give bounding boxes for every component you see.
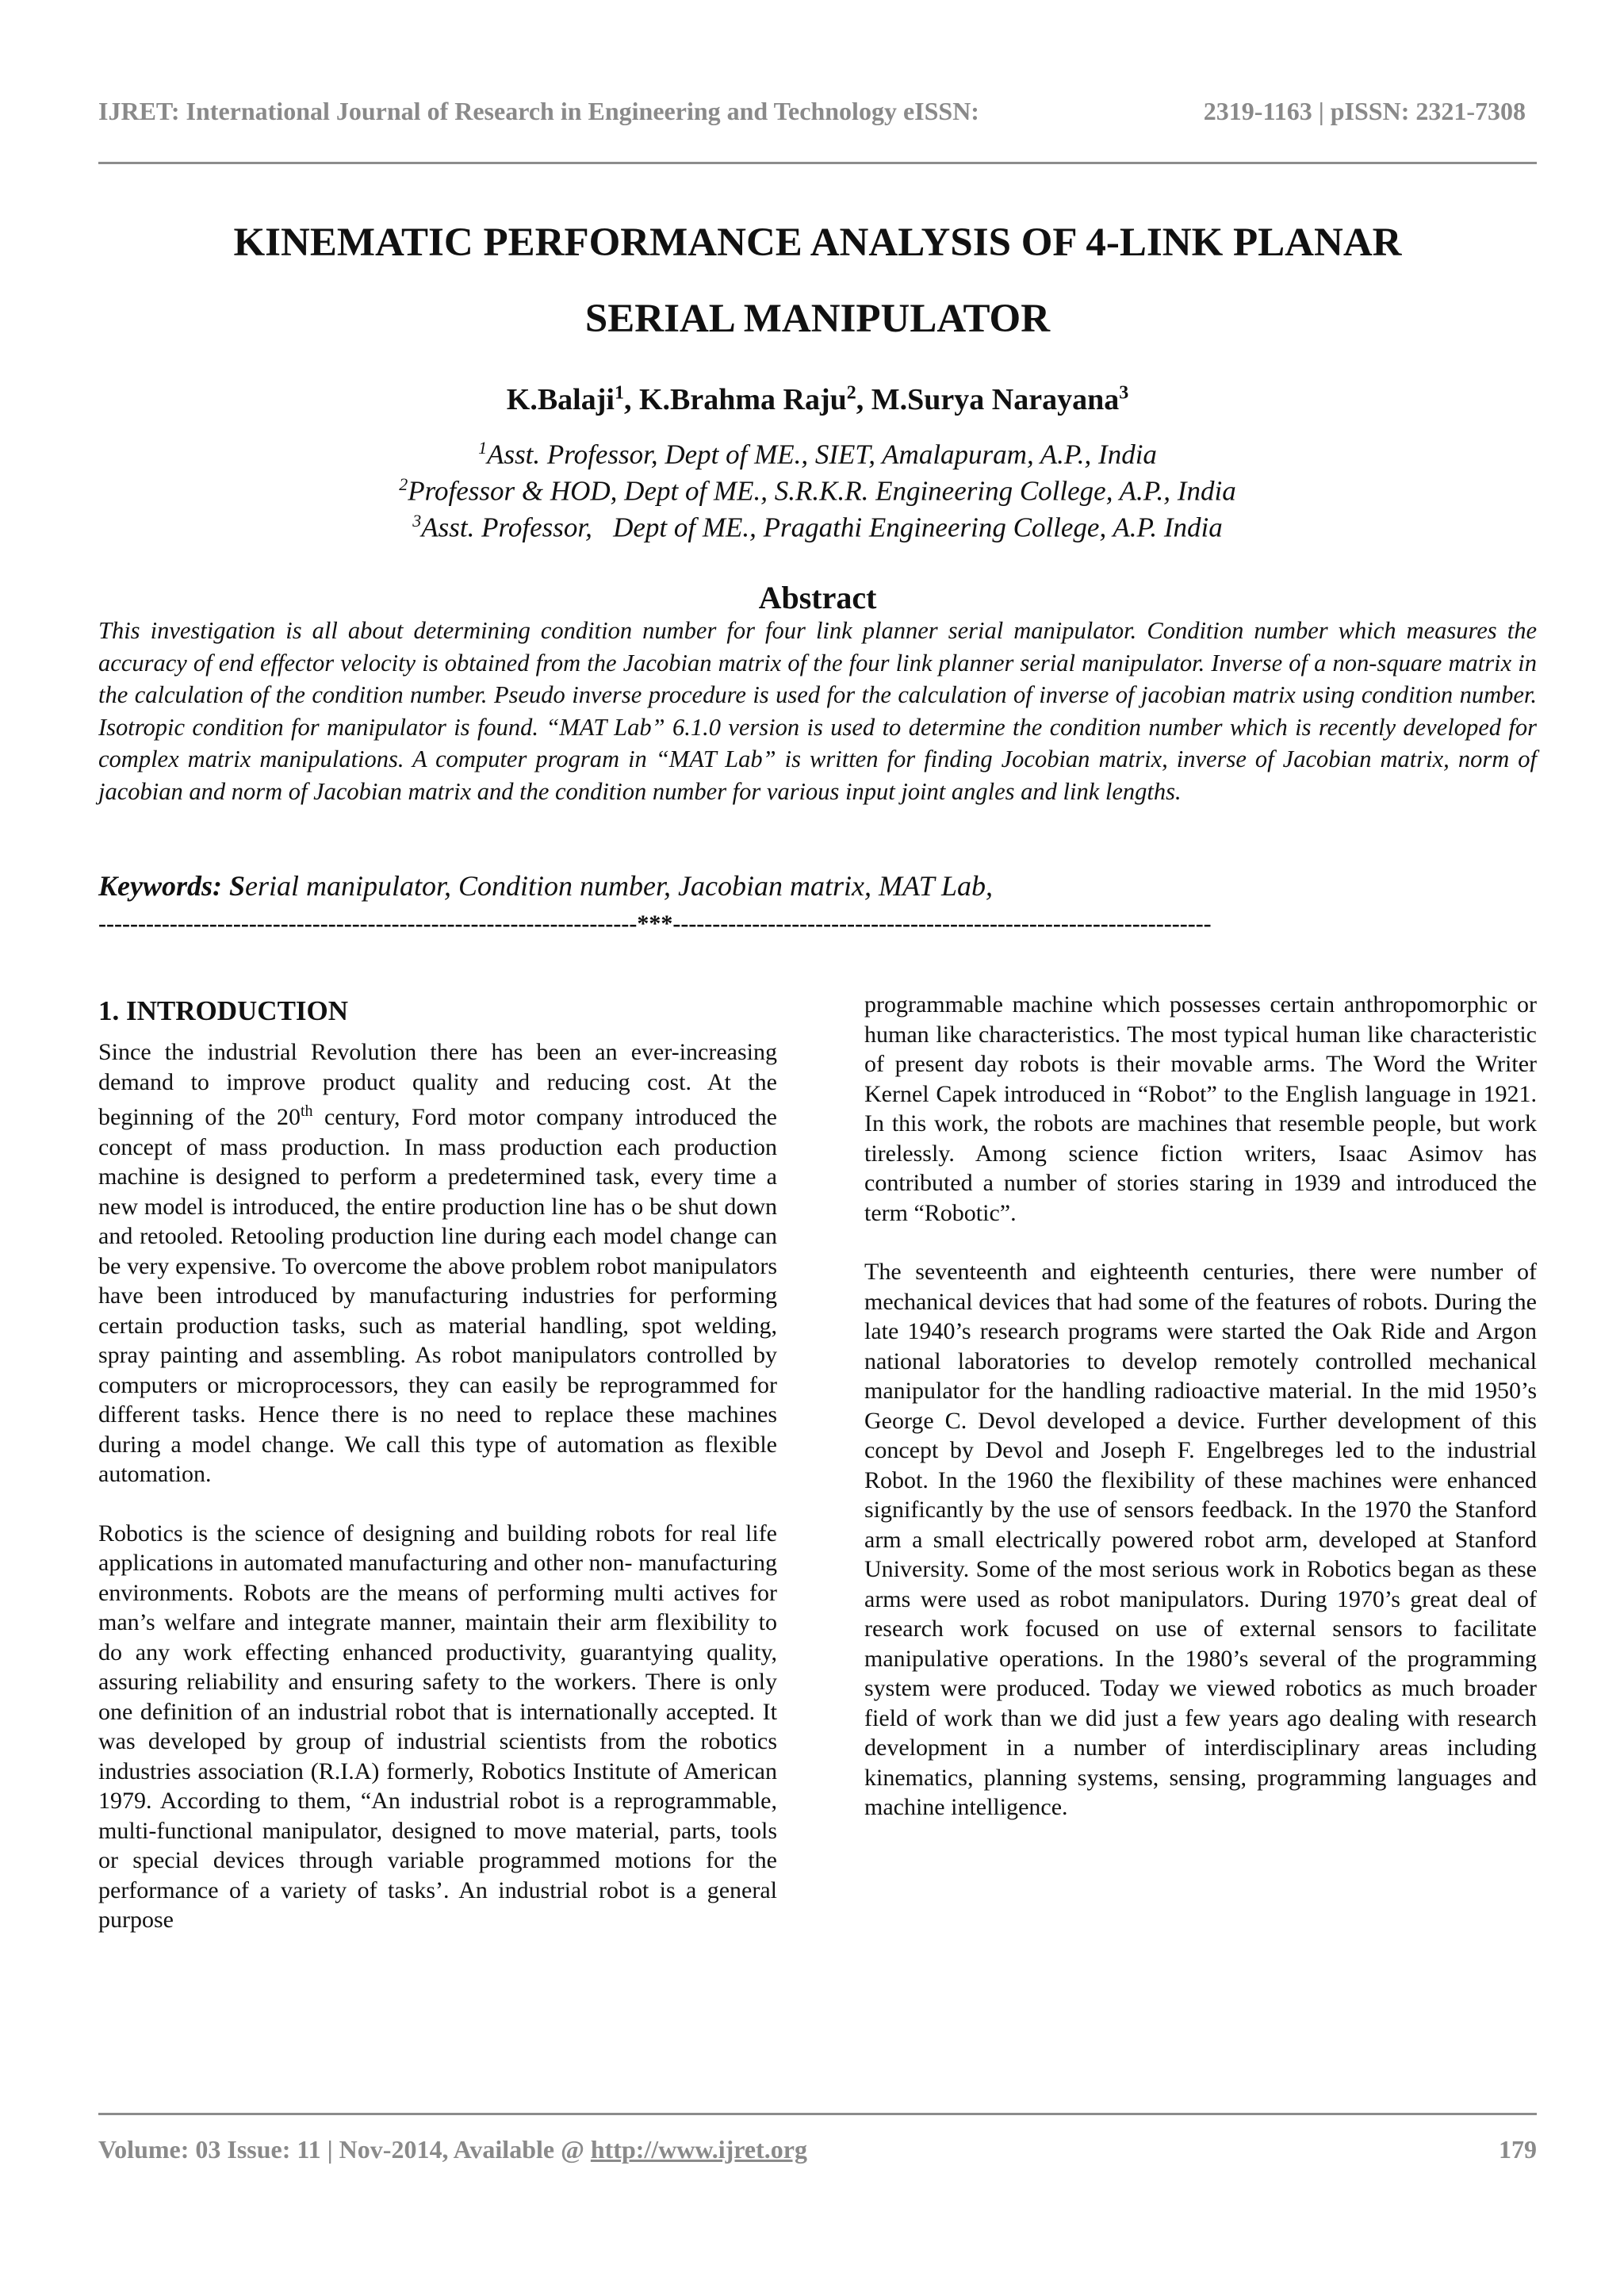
running-header xyxy=(98,97,1526,133)
abstract-body: This investigation is all about determining condition number for four link planner serial manipulator. Condition number which measures the accuracy of end effector velocity is obtained from the Jacobian matrix of the four link planner serial manipulator. Inverse of a non-square matrix in the calculation of the condition number. Pseudo inverse procedure is used for the calculation of inverse of jacobian matrix using condition number. Isotropic condition for manipulator is found. “MAT Lab” 6.1.0 version is used to determine the condition number which is recently developed for complex matrix manipulations. A computer program in “MAT Lab” is written for finding Jocobian matrix, inverse of Jacobian matrix, norm of jacobian and norm of Jacobian matrix and the condition number for various input joint angles and link lengths. xyxy=(98,617,1537,805)
author-separator: , xyxy=(623,383,639,416)
footer-divider xyxy=(98,2113,1537,2115)
ordinal-suffix: th xyxy=(300,1102,313,1120)
keywords-text: erial manipulator, Condition number, Jacobian matrix, MAT Lab, xyxy=(245,870,994,902)
author-separator: , xyxy=(856,383,871,416)
running-footer xyxy=(98,2135,1537,2171)
affiliation-3 xyxy=(98,511,1537,544)
footer-volume-info xyxy=(98,2135,807,2171)
affiliation-text: Asst. Professor, Dept of ME., Pragathi Engineering College, A.P. India xyxy=(421,512,1223,543)
affiliation-sup: 2 xyxy=(399,474,408,494)
section-separator: --------------------------------------------------------------------***-------------------------------------------------------------------- xyxy=(98,910,1212,937)
section-heading: 1. INTRODUCTION xyxy=(98,995,349,1026)
right-column xyxy=(864,990,1537,1852)
affiliation-text: Professor & HOD, Dept of ME., S.R.K.R. Engineering College, A.P., India xyxy=(408,475,1236,507)
left-column xyxy=(98,990,777,1964)
journal-name: IJRET: International Journal of Research in Engineering and Technology eISSN: xyxy=(98,97,979,125)
affiliation-1 xyxy=(98,438,1537,471)
author-sup: 2 xyxy=(846,382,856,404)
header-divider xyxy=(98,162,1537,164)
journal-issn: 2319-1163 | pISSN: 2321-7308 xyxy=(1203,97,1526,125)
paragraph: The seventeenth and eighteenth centuries, there were number of mechanical devices that had some of the features of robots. During the late 1940’s research programs were started the Oak Ride and Argon national laboratories to develop remotely controlled mechanical manipulator for the handling radioactive material. In the mid 1950’s George C. Devol developed a device. Further development of this concept by Devol and Joseph F. Engelbreges led to the industrial Robot. In the 1960 the flexibility of these machines were enhanced significantly by the use of sensors feedback. In the 1970 the Stanford arm a small electrically powered robot arm, developed at Stanford University. Some of the most serious work in Robotics began as these arms were used as robot manipulators. During 1970’s great deal of research work focused on use of external sensors to facilitate manipulative operations. In the 1980’s several of the programming system were produced. Today we viewed robotics as much broader field of work than we did just a few years ago dealing with research development in a number of interdisciplinary areas including kinematics, planning systems, sensing, programming languages and machine intelligence. xyxy=(864,1259,1537,1820)
affiliation-sup: 1 xyxy=(478,438,488,458)
author-name: K.Balaji xyxy=(506,383,615,416)
keywords-label: Keywords: S xyxy=(98,870,246,902)
author-name: M.Surya Narayana xyxy=(871,383,1120,416)
paragraph: Since the industrial Revolution there has been an ever-increasing demand to improve product quality and reducing cost. At the beginning of the 20th century, Ford motor company introduced the concept of mass production. In mass production each production machine is designed to perform a predetermined task, every time a new model is introduced, the entire production line has o be shut down and retooled. Retooling production line during each model change can be very expensive. To overcome the above problem robot manipulators have been introduced by manufacturing industries for performing certain production tasks, such as material handling, spot welding, spray painting and assembling. As robot manipulators controlled by computers or microprocessors, they can easily be reprogrammed for different tasks. Hence there is no need to replace these machines during a model change. We call this type of automation as flexible automation. xyxy=(98,1039,777,1487)
page-number: 179 xyxy=(1499,2135,1537,2164)
title-line-2: SERIAL MANIPULATOR xyxy=(584,297,1051,341)
footer-volume: Volume: 03 Issue: 11 | Nov-2014, Available @ xyxy=(98,2135,591,2164)
abstract-heading: Abstract xyxy=(758,580,877,615)
author-name: K.Brahma Raju xyxy=(638,383,847,416)
affiliation-text: Asst. Professor, Dept of ME., SIET, Amalapuram, A.P., India xyxy=(487,439,1157,470)
journal-url-link[interactable]: http://www.ijret.org xyxy=(590,2135,807,2164)
affiliation-2 xyxy=(98,474,1537,508)
affiliation-sup: 3 xyxy=(412,511,422,531)
keywords xyxy=(98,869,1537,903)
title-line-1: KINEMATIC PERFORMANCE ANALYSIS OF 4-LINK PLANAR xyxy=(233,220,1402,265)
author-list xyxy=(98,382,1537,417)
paper-title xyxy=(98,205,1537,357)
author-sup: 1 xyxy=(614,382,624,404)
paragraph: programmable machine which possesses certain anthropomorphic or human like characteristics. The most typical human like characteristic of present day robots is their movable arms. The Word the Writer Kernel Capek introduced in “Robot” to the English language in 1921. In this work, the robots are machines that resemble people, but work tirelessly. Among science fiction writers, Isaac Asimov has contributed a number of stories staring in 1939 and introduced the term “Robotic”. xyxy=(864,991,1537,1226)
author-sup: 3 xyxy=(1119,382,1129,404)
paragraph: Robotics is the science of designing and building robots for real life applications in automated manufacturing and other non- manufacturing environments. Robots are the means of performing multi actives for man’s welfare and integrate manner, maintain their arm flexibility to do any work effecting enhanced productivity, guarantying quality, assuring reliability and ensuring safety to the workers. There is only one definition of an industrial robot that is internationally accepted. It was developed by group of industrial scientists from the robotics industries association (R.I.A) formerly, Robotics Institute of American 1979. According to them, “An industrial robot is a reprogrammable, multi-functional manipulator, designed to move material, parts, tools or special devices through variable programmed motions for the performance of a variety of tasks’. An industrial robot is a general purpose xyxy=(98,1520,777,1933)
